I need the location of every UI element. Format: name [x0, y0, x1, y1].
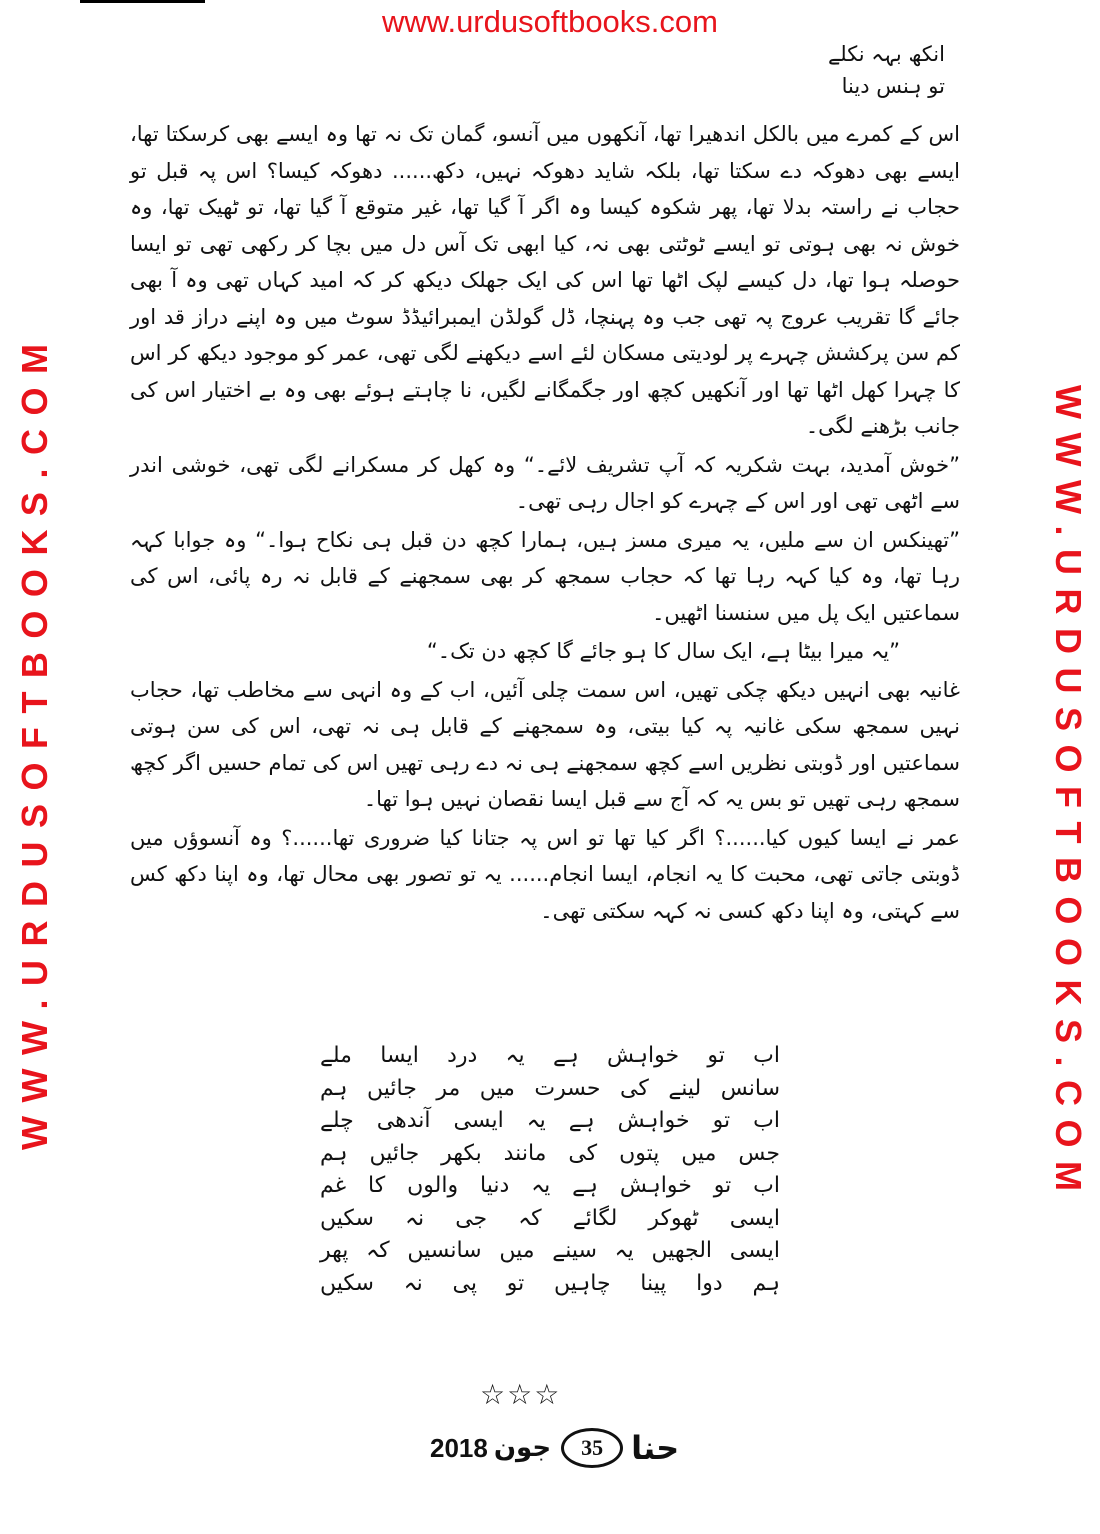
footer-month: جون	[493, 1433, 552, 1463]
page-number: 35	[561, 1428, 623, 1468]
poem-line: ہم دوا پینا چاہیں تو پی نہ سکیں	[320, 1270, 780, 1296]
top-rule	[80, 0, 205, 3]
story-body	[130, 38, 960, 931]
poem-line: جس میں پتوں کی مانند بکھر جائیں ہم	[320, 1140, 780, 1166]
footer-year: 2018	[430, 1432, 488, 1463]
poem-line: اب تو خواہش ہے یہ درد ایسا ملے	[320, 1043, 780, 1068]
poem-line: اب تو خواہش ہے یہ ایسی آندھی چلے	[320, 1108, 780, 1133]
paragraph: غانیہ بھی انہیں دیکھ چکی تھیں، اس سمت چلی آئیں، اب کے وہ انہی سے مخاطب تھا، حجاب نہیں سمجھ سکی غانیہ پہ کیا بیتی، وہ سمجھنے کے قابل ہی نہ تھی، اس کی سن ہوتی سماعتیں اور ڈوبتی نظریں اسے کچھ سمجھنے ہی نہ دے رہی تھیں اس کی تمام حسیں اگر کچھ سمجھ رہی تھیں تو بس یہ کہ آج سے قبل ایسا نقصان نہیں ہوا تھا۔	[130, 677, 960, 811]
paragraph: عمر نے ایسا کیوں کیا......؟ اگر کیا تھا تو اس پہ جتانا کیا ضروری تھا......؟ وہ آنسوؤں میں ڈوبتی جاتی تھی، محبت کا یہ انجام، ایسا انجام...... یہ تو تصور بھی محال تھا، وہ اپنا دکھ کس سے کہتی، وہ اپنا دکھ کسی نہ کہہ سکتی تھی۔	[130, 825, 960, 923]
paragraph: ”تھینکس ان سے ملیں، یہ میری مسز ہیں، ہمارا کچھ دن قبل ہی نکاح ہوا۔“ وہ جوابا کہہ رہا تھا، وہ کیا کہہ رہا تھا کہ حجاب سمجھ کر بھی سمجھنے کے قابل نہ رہ پائی، اس کی سماعتیں ایک پل میں سنسنا اٹھیں۔	[130, 527, 960, 625]
section-separator-stars: ☆☆☆	[480, 1378, 562, 1411]
poem-line: سانس لینے کی حسرت میں مر جائیں ہم	[320, 1075, 780, 1101]
poem	[320, 1040, 780, 1300]
site-url-header: www.urdusoftbooks.com	[382, 4, 718, 39]
verse-line: تو ہنس دینا	[841, 74, 945, 98]
verse-line: انکھ بہہ نکلے	[827, 42, 945, 66]
paragraph: اس کے کمرے میں بالکل اندھیرا تھا، آنکھوں میں آنسو، گمان تک نہ تھا وہ ایسے بھی کرسکتا تھا، ایسے بھی دھوکہ دے سکتا تھا، بلکہ شاید دھوکہ نہیں، دکھ...... دھوکہ کیسا؟ اس پہ قبل تو حجاب نے راستہ بدلا تھا، پھر شکوہ کیسا وہ اگر آ گیا تھا، غیر متوقع آ گیا تھا، تو ٹھیک تھا، وہ خوش نہ بھی ہوتی تو ایسے ٹوٹتی بھی نہ، کیا ابھی تک آس دل میں بچا کر رکھی تھی تو ایسا حوصلہ ہوا تھا، دل کیسے لپک اٹھا تھا اس کی ایک جھلک دیکھ کر کہ امید کہاں تھی وہ آ بھی جائے گا تقریب عروج پہ تھی جب وہ پہنچا، ڈل گولڈن ایمبرائیڈڈ سوٹ میں وہ اپنے دراز قد اور کم سن پرکشش چہرے پر لودیتی مسکان لئے اسے دیکھنے لگی تھی، عمر کو موجود دیکھ کر اس کا چہرا کھل اٹھا تھا اور آنکھیں کچھ اور جگمگانے لگیں، نا چاہتے ہوئے بھی وہ بے اختیار اس کی جانب بڑھنے لگی۔	[130, 122, 960, 438]
paragraph: ”خوش آمدید، بہت شکریہ کہ آپ تشریف لائے۔“ وہ کھل کر مسکرانے لگی تھی، خوشی اندر سے اٹھی تھی اور اس کے چہرے کو اجال رہی تھی۔	[130, 452, 960, 513]
side-watermark-right: WWW.URDUSOFTBOOKS.COM	[1048, 385, 1089, 1205]
paragraph: ”یہ میرا بیٹا ہے، ایک سال کا ہو جائے گا کچھ دن تک۔“	[426, 639, 900, 663]
poem-line: ایسی ٹھوکر لگائے کہ جی نہ سکیں	[320, 1205, 780, 1231]
magazine-logo: حنا	[631, 1429, 680, 1467]
poem-line: ایسی الجھیں یہ سینے میں سانسیں کہ پھر	[320, 1238, 780, 1263]
page-footer	[430, 1428, 679, 1468]
poem-line: اب تو خواہش ہے یہ دنیا والوں کا غم	[320, 1173, 780, 1198]
side-watermark-left: WWW.URDUSOFTBOOKS.COM	[14, 330, 55, 1150]
